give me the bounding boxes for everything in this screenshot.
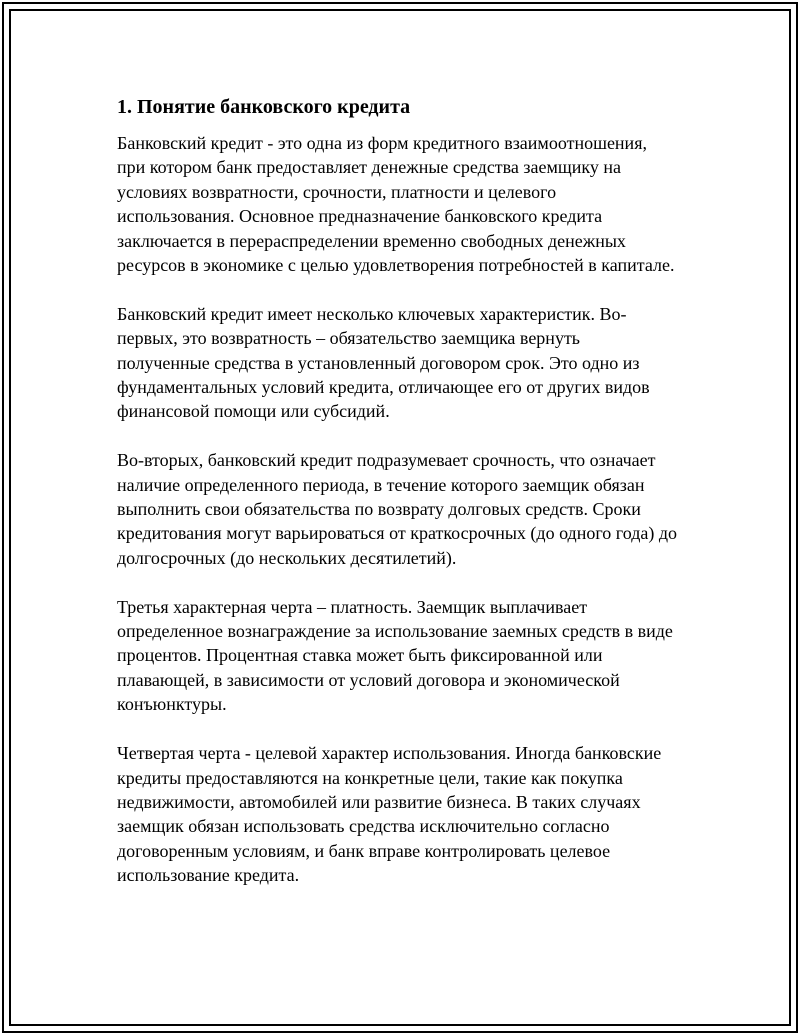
paragraph-term: Во-вторых, банковский кредит подразумевает срочность, что означает наличие определенного периода, в течение которого заемщик обязан выполнить свои обязательства по возврату долговых средств. Сроки кредитования могут варьироваться от краткосрочных (до одного года) до долгосрочных (до нескольких десятилетий). <box>117 450 677 568</box>
paragraph-definition: Банковский кредит - это одна из форм кредитного взаимоотношения, при котором банк предоставляет денежные средства заемщику на условиях возвратности, срочности, платности и целевого использования. Основное предназначение банковского кредита заключается в перераспределении временно свободных денежных ресурсов в экономике с целью удовлетворения потребностей в капитале. <box>117 133 675 276</box>
paragraph-payment: Третья характерная черта – платность. Заемщик выплачивает определенное вознаграждение за использование заемных средств в виде процентов. Процентная ставка может быть фиксированной или плавающей, в зависимости от условий договора и экономической конъюнктуры. <box>117 596 673 715</box>
paragraph-repayment: Банковский кредит имеет несколько ключевых характеристик. Во-первых, это возвратность – обязательство заемщика вернуть полученные средства в установленный договором срок. Это одно из фундаментальных условий кредита, отличающее его от других видов финансовой помощи или субсидий. <box>117 303 650 422</box>
section-heading: 1. Понятие банковского кредита <box>117 96 411 118</box>
paragraph-purpose: Четвертая черта - целевой характер использования. Иногда банковские кредиты предоставляются на конкретные цели, такие как покупка недвижимости, автомобилей или развитие бизнеса. В таких случаях заемщик обязан использовать средства исключительно согласно договоренным условиям, и банк вправе контролировать целевое использование кредита. <box>117 743 662 886</box>
document-body <box>117 93 677 912</box>
